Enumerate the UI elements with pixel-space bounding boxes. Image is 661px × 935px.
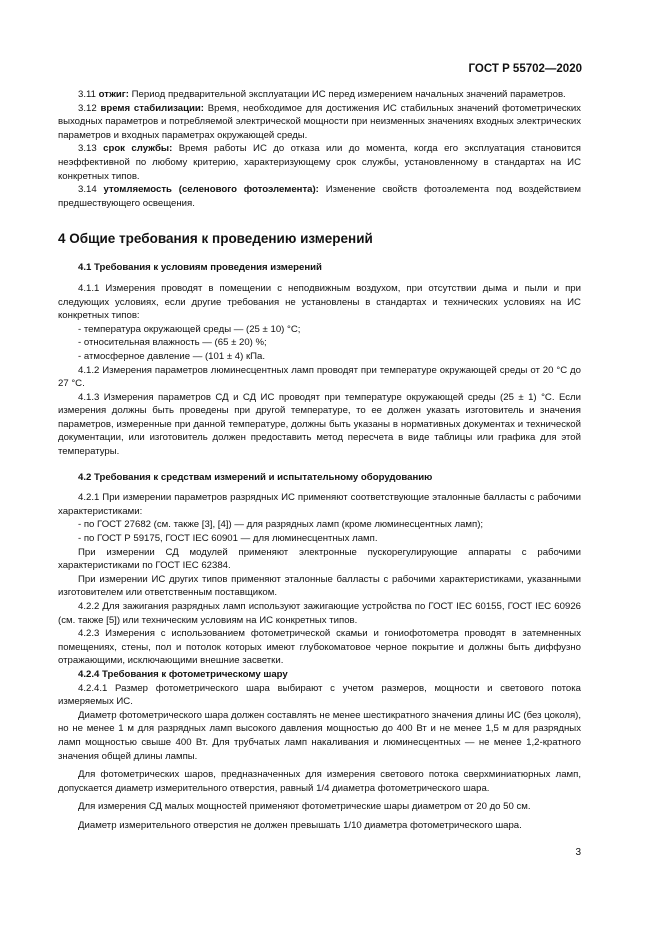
term-number: 3.14 — [78, 184, 97, 196]
paragraph-4-2-4-1-d: Для измерения СД малых мощностей применяют фотометрические шары диаметром от 20 до 50 см. — [78, 801, 531, 813]
paragraph-4-2-1-b: При измерении СД модулей применяют электронные пускорегулирующие аппараты с рабочими характеристиками по ГОСТ IEC 62384. — [58, 546, 581, 572]
paragraph-4-2-4-1: 4.2.4.1 Размер фотометрического шара выбирают с учетом размеров, мощности и светового потока измеряемых ИС. — [58, 682, 581, 708]
paragraph-4-2-4-1-b: Диаметр фотометрического шара должен составлять не менее шестикратного значения длины ИС (без цоколя), но не менее 1 м для разрядных ламп высокого давления мощностью до 400 Вт и не менее 1,5 м для разрядных ламп мощностью свыше 400 Вт. Для трубчатых ламп накаливания и люминесцентных — не менее 1,2-кратного значения общей длины лампы. — [58, 709, 581, 762]
paragraph-4-1-3: 4.1.3 Измерения параметров СД и СД ИС проводят при температуре окружающей среды (25 ± 1) °С. Если измерения должны быть проведены при другой температуре, то ее должен указать изготовитель и значения параметров, измеренные при данной температуре, должны быть указаны в нормативных документах и технической документации, или изготовитель должен предоставить метод пересчета в виде таблицы или графика для этой температуры. — [58, 391, 581, 458]
list-item: - относительная влажность — (65 ± 20) %; — [78, 337, 267, 349]
paragraph-4-2-4-1-e: Диаметр измерительного отверстия не должен превышать 1/10 диаметра фотометрического шара. — [78, 819, 522, 831]
list-item: - по ГОСТ 27682 (см. также [3], [4]) — для разрядных ламп (кроме люминесцентных ламп); — [78, 519, 484, 531]
term-name: время стабилизации: — [100, 102, 204, 114]
list-item: - атмосферное давление — (101 ± 4) кПа. — [78, 350, 266, 362]
page-number: 3 — [575, 847, 581, 858]
term-text: Период предварительной эксплуатации ИС перед измерением начальных значений параметров. — [128, 89, 566, 100]
paragraph-4-2-3: 4.2.3 Измерения с использованием фотометрической скамьи и гониофотометра проводят в затемненных помещениях, стены, пол и потолок которых имеют глубокоматовое черное покрытие и должны быть диффузно отражающими, исключающими внешние засветки. — [58, 628, 581, 667]
paragraph-4-1-1: 4.1.1 Измерения проводят в помещении с неподвижным воздухом, при отсутствии дыма и пыли и при следующих условиях, если другие требования не установлены в стандартах и технических условиях на ИС конкретных типов: — [58, 282, 581, 322]
term-3-11 — [58, 88, 581, 102]
subsection-4-1-heading: 4.1 Требования к условиям проведения измерений — [78, 262, 322, 274]
term-3-14 — [58, 183, 581, 210]
subsection-4-2-heading: 4.2 Требования к средствам измерений и испытательному оборудованию — [78, 471, 433, 483]
term-name: срок службы: — [103, 143, 173, 155]
section-4-heading: 4 Общие требования к проведению измерений — [58, 231, 373, 247]
paragraph-4-2-2: 4.2.2 Для зажигания разрядных ламп используют зажигающие устройства по ГОСТ IEC 60155, ГОСТ IEC 60926 (см. также [5]) или техническим условиям на ИС конкретных типов. — [58, 601, 581, 626]
term-name: утомляемость (селенового фотоэлемента): — [103, 184, 319, 196]
term-3-12 — [58, 102, 581, 143]
term-number: 3.13 — [78, 143, 97, 155]
paragraph-4-2-4-1-c: Для фотометрических шаров, предназначенных для измерения светового потока сверхминиатюрных ламп, допускается диаметр измерительного отверстия, равный 1/4 диаметра фотометрического шара. — [58, 769, 581, 794]
term-3-13 — [58, 142, 581, 183]
list-item: - по ГОСТ Р 59175, ГОСТ IEC 60901 — для люминесцентных ламп. — [78, 533, 378, 545]
paragraph-4-1-2: 4.1.2 Измерения параметров люминесцентных ламп проводят при температуре окружающей среды от 20 °С до 27 °С. — [58, 364, 581, 390]
subsection-4-2-4-heading: 4.2.4 Требования к фотометрическому шару — [78, 668, 288, 680]
document-body — [58, 88, 581, 833]
term-number: 3.12 — [78, 102, 97, 114]
list-item: - температура окружающей среды — (25 ± 10) °С; — [78, 323, 301, 335]
term-text: Время, необходимое для достижения ИС стабильных значений фотометрических выходных параметров и потребляемой электрической мощности при неизменных значениях входных электрических параметров и входных параметрах окружающей среды. — [58, 102, 581, 141]
term-number: 3.11 — [78, 89, 96, 100]
document-header: ГОСТ Р 55702—2020 — [468, 63, 582, 75]
paragraph-4-2-1-c: При измерении ИС других типов применяют эталонные балласты с рабочими характеристиками, указанными изготовителем или ответственным поставщиком. — [58, 573, 581, 599]
term-text: Изменение свойств фотоэлемента под воздействием предшествующего освещения. — [58, 184, 581, 209]
paragraph-4-2-1: 4.2.1 При измерении параметров разрядных ИС применяют соответствующие эталонные балласты с рабочими характеристиками: — [58, 492, 581, 517]
term-text: Время работы ИС до отказа или до момента, когда его эксплуатация становится неэффективной по любому критерию, характеризующему срок службы, установленному в стандартах на ИС конкретных типов. — [58, 143, 581, 182]
term-name: отжиг: — [98, 89, 129, 100]
